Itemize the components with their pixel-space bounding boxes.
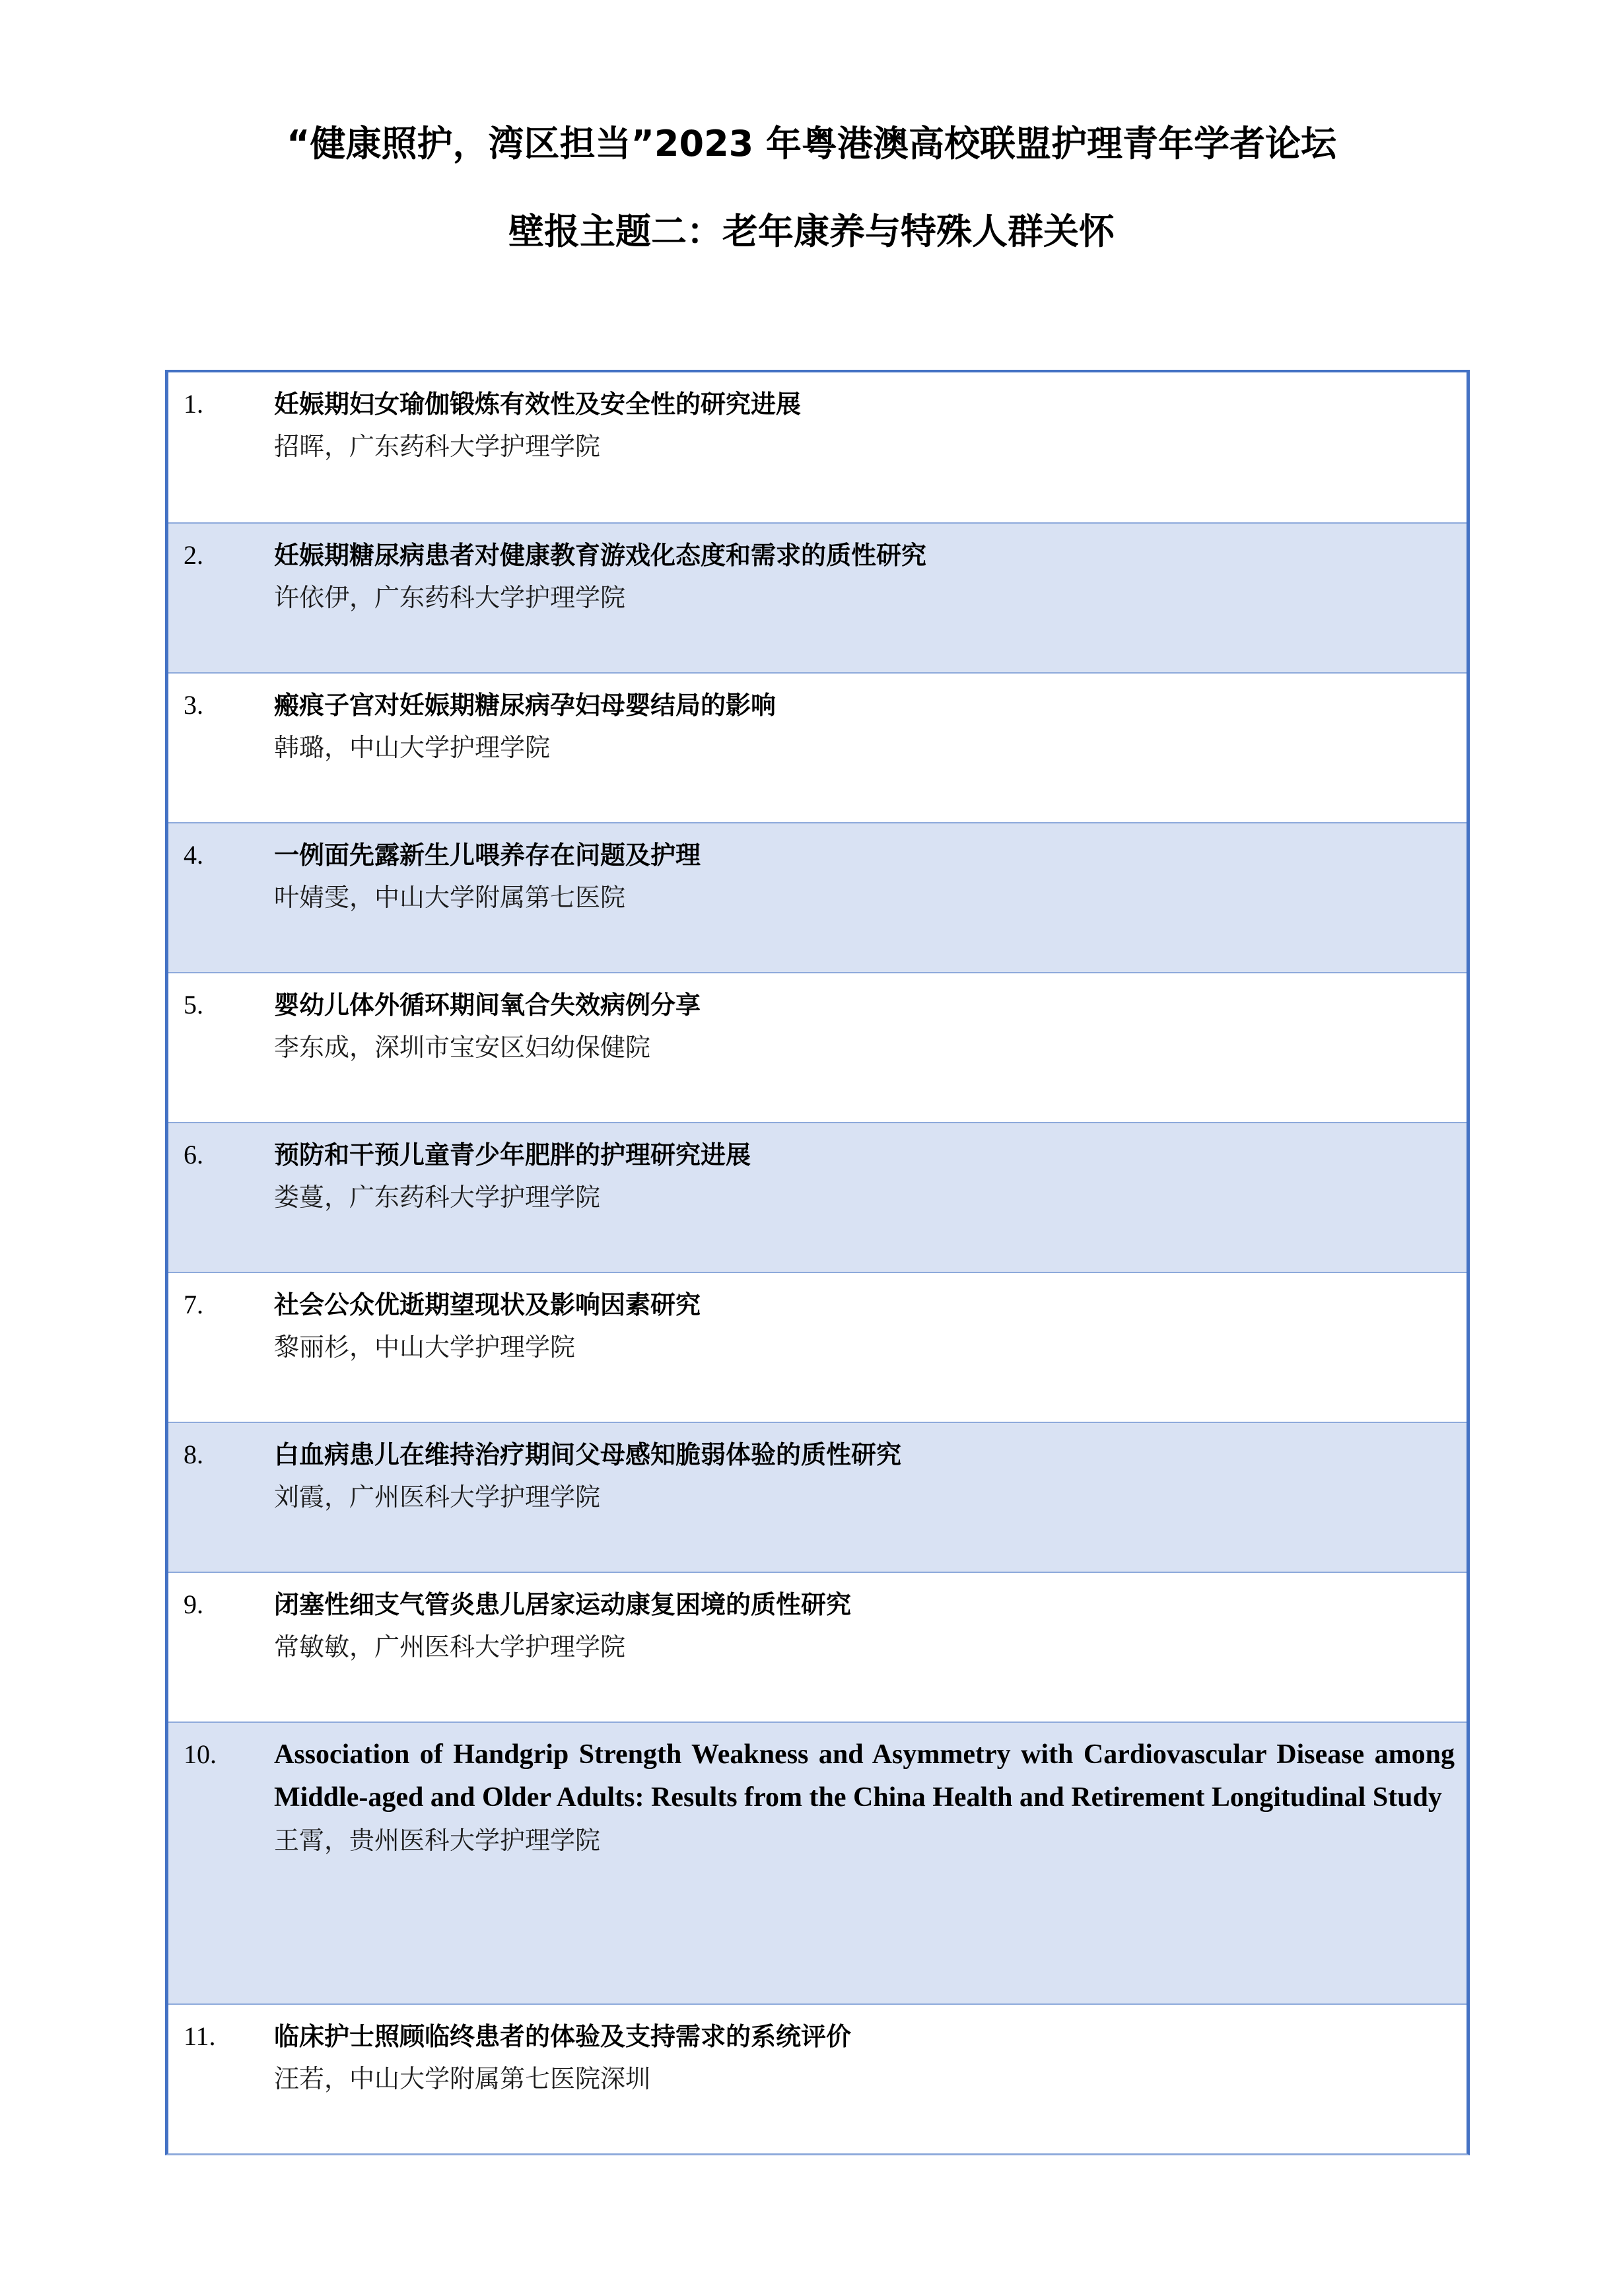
entry-number: 9. <box>184 1589 203 1619</box>
entry-author: 娄蔓，广东药科大学护理学院 <box>274 1183 601 1212</box>
entry-title: 婴幼儿体外循环期间氧合失效病例分享 <box>274 991 701 1020</box>
entry-author: 常敏敏，广州医科大学护理学院 <box>274 1632 626 1661</box>
table-row <box>168 1422 1467 1572</box>
entry-title: 闭塞性细支气管炎患儿居家运动康复困境的质性研究 <box>274 1590 852 1619</box>
entry-number: 5. <box>184 990 203 1020</box>
entry-number: 8. <box>184 1440 203 1469</box>
poster-list-table <box>165 370 1470 2155</box>
entry-number: 6. <box>184 1140 203 1169</box>
entry-title: 社会公众优逝期望现状及影响因素研究 <box>274 1290 701 1319</box>
table-row <box>168 822 1467 972</box>
table-row <box>168 522 1467 672</box>
entry-author: 许依伊，广东药科大学护理学院 <box>274 583 626 612</box>
table-row <box>168 1572 1467 1722</box>
entry-number: 1. <box>184 389 203 419</box>
entry-number: 7. <box>184 1290 203 1319</box>
page-title: “健康照护，湾区担当”2023 年粤港澳高校联盟护理青年学者论坛 <box>286 123 1337 164</box>
entry-title: 预防和干预儿童青少年肥胖的护理研究进展 <box>274 1140 751 1169</box>
table-row <box>168 372 1467 522</box>
table-row <box>168 972 1467 1122</box>
entry-title: 妊娠期妇女瑜伽锻炼有效性及安全性的研究进展 <box>274 390 802 419</box>
table-row <box>168 672 1467 822</box>
entry-title: 白血病患儿在维持治疗期间父母感知脆弱体验的质性研究 <box>274 1440 902 1469</box>
entry-title: 临床护士照顾临终患者的体验及支持需求的系统评价 <box>274 2022 852 2051</box>
page-subtitle: 壁报主题二：老年康养与特殊人群关怀 <box>508 211 1115 252</box>
table-row <box>168 1122 1467 1272</box>
entry-author: 黎丽杉，中山大学护理学院 <box>274 1333 576 1362</box>
table-row <box>168 2003 1467 2153</box>
table-row <box>168 1722 1467 2003</box>
entry-author: 王霄，贵州医科大学护理学院 <box>274 1826 601 1855</box>
entry-number: 3. <box>184 690 203 720</box>
entry-author: 韩璐，中山大学护理学院 <box>274 733 551 762</box>
entry-number: 2. <box>184 540 203 570</box>
entry-author: 刘霞，广州医科大学护理学院 <box>274 1482 601 1512</box>
entry-title: 瘢痕子宫对妊娠期糖尿病孕妇母婴结局的影响 <box>274 691 777 720</box>
entry-number: 11. <box>184 2021 216 2051</box>
entry-author: 叶婧雯，中山大学附属第七医院 <box>274 883 626 912</box>
entry-number: 4. <box>184 840 203 870</box>
entry-author: 李东成，深圳市宝安区妇幼保健院 <box>274 1033 651 1062</box>
entry-author: 招晖，广东药科大学护理学院 <box>274 432 601 461</box>
entry-title: Association of Handgrip Strength Weakness and Asymmetry with Cardiovascular Disease among Middle-aged and Older Adults: Results from the China Health and Retirement Longitudinal Study <box>274 1739 1455 1813</box>
entry-number: 10. <box>184 1739 217 1769</box>
entry-author: 汪若，中山大学附属第七医院深圳 <box>274 2064 651 2093</box>
entry-title: 妊娠期糖尿病患者对健康教育游戏化态度和需求的质性研究 <box>274 541 927 570</box>
entry-title: 一例面先露新生儿喂养存在问题及护理 <box>274 841 701 870</box>
table-row <box>168 1272 1467 1422</box>
